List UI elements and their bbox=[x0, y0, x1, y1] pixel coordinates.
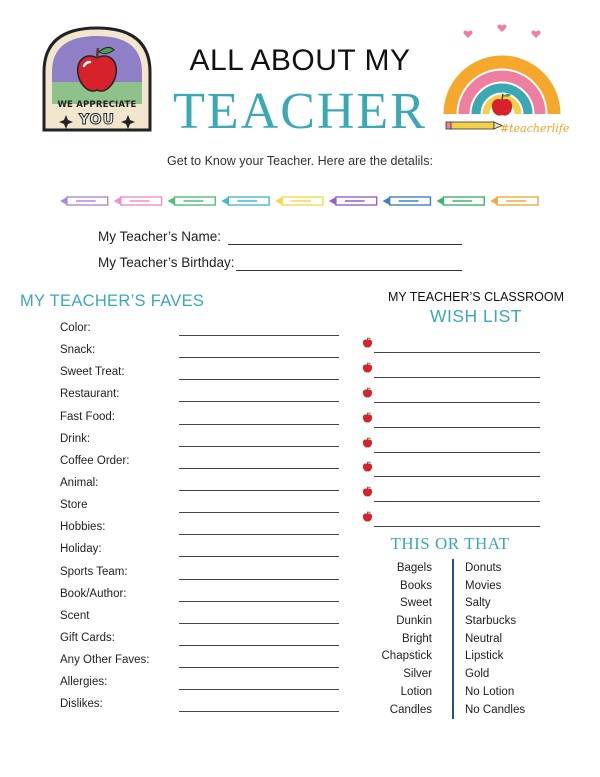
that-option[interactable]: Salty bbox=[465, 597, 491, 610]
wishlist-item-field[interactable] bbox=[374, 452, 540, 453]
fave-row-restaurant bbox=[60, 384, 350, 406]
wishlist-row bbox=[360, 481, 544, 506]
fave-row-scent bbox=[60, 606, 350, 628]
faves-heading: MY TEACHER’S FAVES bbox=[20, 292, 205, 310]
this-or-that-right-column bbox=[465, 560, 575, 719]
rainbow-hashtag: #teacherlife bbox=[500, 122, 570, 135]
teacher-name-field[interactable] bbox=[228, 244, 462, 245]
wishlist-row bbox=[360, 407, 544, 432]
teacher-name-label: My Teacher’s Name: bbox=[98, 229, 222, 244]
fave-answer-field[interactable] bbox=[179, 512, 339, 513]
this-option[interactable]: Silver bbox=[403, 668, 432, 681]
fave-answer-field[interactable] bbox=[179, 401, 339, 402]
crayon-icon bbox=[329, 197, 377, 205]
crayon-icon bbox=[114, 197, 162, 205]
that-option[interactable]: No Candles bbox=[465, 703, 526, 716]
wishlist-row bbox=[360, 432, 544, 457]
fave-answer-field[interactable] bbox=[179, 468, 339, 469]
pencil-icon bbox=[446, 122, 502, 129]
fave-row-book-author bbox=[60, 584, 350, 606]
crayon-icon bbox=[383, 197, 431, 205]
wishlist-item-field[interactable] bbox=[374, 526, 540, 527]
crayon-icon bbox=[436, 197, 484, 205]
wishlist-heading-top: MY TEACHER’S CLASSROOM bbox=[388, 290, 564, 304]
apple-icon bbox=[362, 486, 373, 498]
apple-icon bbox=[362, 461, 373, 473]
that-option[interactable]: Movies bbox=[465, 579, 502, 592]
this-or-that-left-column bbox=[360, 560, 432, 719]
fave-label: Coffee Order: bbox=[60, 454, 130, 467]
fave-answer-field[interactable] bbox=[179, 579, 339, 580]
fave-answer-field[interactable] bbox=[179, 556, 339, 557]
fave-row-other-faves bbox=[60, 650, 350, 672]
fave-label: Animal: bbox=[60, 476, 99, 489]
fave-row-sweet-treat bbox=[60, 362, 350, 384]
fave-label: Snack: bbox=[60, 344, 96, 357]
fave-row-hobbies bbox=[60, 517, 350, 539]
wishlist-item-field[interactable] bbox=[374, 501, 540, 502]
fave-answer-field[interactable] bbox=[179, 711, 339, 712]
apple-icon bbox=[362, 437, 373, 449]
wishlist-row bbox=[360, 357, 544, 382]
fave-label: Store bbox=[60, 499, 88, 512]
wishlist-row bbox=[360, 382, 544, 407]
fave-row-gift-cards bbox=[60, 628, 350, 650]
this-option[interactable]: Sweet bbox=[400, 597, 432, 610]
crayon-icon bbox=[490, 197, 538, 205]
fave-label: Scent bbox=[60, 609, 90, 622]
fave-label: Drink: bbox=[60, 432, 91, 445]
fave-answer-field[interactable] bbox=[179, 490, 339, 491]
that-option[interactable]: Lipstick bbox=[465, 650, 504, 663]
that-option[interactable]: Starbucks bbox=[465, 615, 517, 628]
wishlist-row bbox=[360, 332, 544, 357]
fave-answer-field[interactable] bbox=[179, 446, 339, 447]
fave-label: Restaurant: bbox=[60, 388, 120, 401]
rainbow-illustration bbox=[440, 22, 565, 137]
apple-icon bbox=[362, 387, 373, 399]
fave-answer-field[interactable] bbox=[179, 645, 339, 646]
fave-row-allergies bbox=[60, 672, 350, 694]
apple-icon bbox=[362, 412, 373, 424]
that-option[interactable]: Gold bbox=[465, 668, 490, 681]
this-option[interactable]: Books bbox=[400, 579, 432, 592]
wishlist-row bbox=[360, 456, 544, 481]
fave-label: Gift Cards: bbox=[60, 631, 115, 644]
wishlist-heading-bottom: WISH LIST bbox=[429, 306, 522, 326]
fave-label: Color: bbox=[60, 322, 91, 334]
fave-label: Dislikes: bbox=[60, 698, 103, 711]
page-title-top: ALL ABOUT MY bbox=[189, 44, 411, 77]
fave-answer-field[interactable] bbox=[179, 379, 339, 380]
badge-word: YOU bbox=[79, 112, 115, 128]
apple-icon bbox=[362, 337, 373, 349]
this-option[interactable]: Bright bbox=[401, 632, 432, 645]
crayon-divider bbox=[58, 194, 542, 208]
that-option[interactable]: No Lotion bbox=[465, 685, 515, 698]
fave-label: Allergies: bbox=[60, 676, 108, 689]
fave-label: Sports Team: bbox=[60, 565, 128, 578]
wishlist-item-field[interactable] bbox=[374, 402, 540, 403]
crayon-icon bbox=[168, 197, 216, 205]
this-or-that-heading: THIS OR THAT bbox=[390, 534, 510, 553]
wishlist-item-field[interactable] bbox=[374, 476, 540, 477]
apple-icon bbox=[362, 362, 373, 374]
subtitle: Get to Know your Teacher. Here are the detalils: bbox=[167, 154, 433, 168]
fave-answer-field[interactable] bbox=[179, 601, 339, 602]
fave-row-store bbox=[60, 495, 350, 517]
fave-row-dislikes bbox=[60, 694, 350, 716]
fave-label: Any Other Faves: bbox=[60, 654, 150, 667]
apple-icon bbox=[362, 511, 373, 523]
fave-row-color bbox=[60, 318, 350, 340]
fave-label: Hobbies: bbox=[60, 521, 106, 534]
this-option[interactable]: Candles bbox=[389, 703, 432, 716]
fave-row-fast-food bbox=[60, 407, 350, 429]
fave-row-holiday bbox=[60, 539, 350, 561]
fave-row-drink bbox=[60, 429, 350, 451]
teacher-birthday-field[interactable] bbox=[236, 270, 462, 271]
this-or-that-divider bbox=[452, 559, 454, 719]
wishlist-item-field[interactable] bbox=[374, 377, 540, 378]
crayon-icon bbox=[221, 197, 269, 205]
fave-label: Holiday: bbox=[60, 543, 102, 556]
fave-row-animal bbox=[60, 473, 350, 495]
badge-caption: WE APPRECIATE bbox=[57, 100, 137, 110]
fave-answer-field[interactable] bbox=[179, 667, 339, 668]
crayon-icon bbox=[60, 197, 108, 205]
this-option[interactable]: Dunkin bbox=[396, 615, 432, 628]
wishlist bbox=[360, 332, 544, 531]
fave-row-snack bbox=[60, 340, 350, 362]
fave-row-sports-team bbox=[60, 562, 350, 584]
teacher-birthday-label: My Teacher’s Birthday: bbox=[98, 255, 235, 270]
wishlist-item-field[interactable] bbox=[374, 352, 540, 353]
that-option[interactable]: Neutral bbox=[465, 632, 503, 645]
fave-label: Book/Author: bbox=[60, 587, 127, 600]
this-option[interactable]: Bagels bbox=[396, 562, 432, 574]
wishlist-row bbox=[360, 506, 544, 531]
fave-answer-field[interactable] bbox=[179, 335, 339, 336]
fave-answer-field[interactable] bbox=[179, 534, 339, 535]
fave-answer-field[interactable] bbox=[179, 424, 339, 425]
this-option[interactable]: Lotion bbox=[400, 685, 432, 698]
this-option[interactable]: Chapstick bbox=[381, 650, 432, 663]
fave-answer-field[interactable] bbox=[179, 623, 339, 624]
that-option[interactable]: Donuts bbox=[465, 562, 502, 574]
crayon-icon bbox=[275, 197, 323, 205]
page-title-main: TEACHER bbox=[173, 83, 427, 140]
heart-icon bbox=[463, 25, 540, 38]
faves-list bbox=[60, 318, 350, 717]
fave-answer-field[interactable] bbox=[179, 689, 339, 690]
fave-row-coffee-order bbox=[60, 451, 350, 473]
fave-answer-field[interactable] bbox=[179, 357, 339, 358]
fave-label: Sweet Treat: bbox=[60, 366, 125, 379]
fave-label: Fast Food: bbox=[60, 410, 115, 423]
wishlist-item-field[interactable] bbox=[374, 427, 540, 428]
